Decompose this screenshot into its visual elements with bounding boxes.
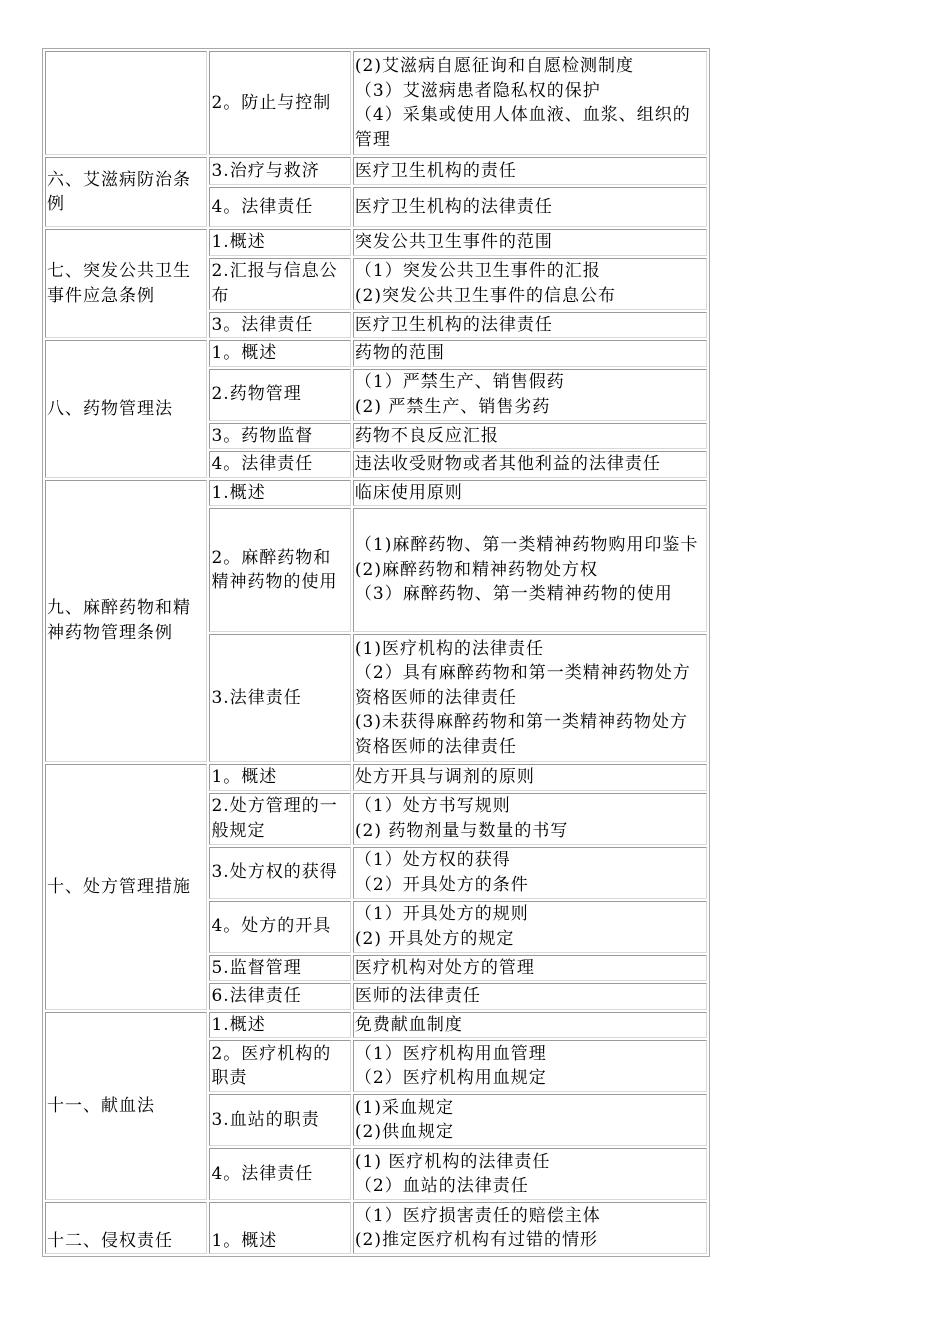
content-cell xyxy=(353,847,707,899)
content-line: (2) 严禁生产、销售劣药 xyxy=(354,396,551,417)
content-line: (2)突发公共卫生事件的信息公布 xyxy=(354,285,616,306)
content-line: （2）血站的法律责任 xyxy=(354,1176,529,1196)
section-cell xyxy=(45,51,207,155)
content-line: （1)麻醉药物、第一类精神药物购用印鉴卡 xyxy=(354,535,699,556)
content-line: （1）突发公共卫生事件的汇报 xyxy=(354,261,601,281)
item-cell: 3.治疗与救济 xyxy=(209,157,350,185)
item-cell: 2.药物管理 xyxy=(209,369,350,421)
content-cell xyxy=(353,764,707,791)
item-cell: 1。概述 xyxy=(209,1202,350,1254)
content-cell xyxy=(353,451,707,478)
content-line: 医师的法律责任 xyxy=(354,986,481,1006)
item-cell: 1。概述 xyxy=(209,340,350,367)
item-cell: 2。防止与控制 xyxy=(209,51,350,155)
content-line: 处方开具与调剂的原则 xyxy=(354,767,535,787)
document-page xyxy=(42,48,710,1257)
content-line: 免费献血制度 xyxy=(354,1014,463,1035)
content-cell xyxy=(353,1012,707,1039)
item-cell: 4。法律责任 xyxy=(209,451,350,478)
content-cell xyxy=(353,187,707,227)
content-line: （1）处方书写规则 xyxy=(354,796,511,816)
content-cell xyxy=(353,1094,707,1146)
content-line: (2)艾滋病自愿征询和自愿检测制度 xyxy=(354,56,634,76)
table-row xyxy=(45,157,707,185)
item-cell: 3。法律责任 xyxy=(209,312,350,339)
item-cell: 2.处方管理的一般规定 xyxy=(209,793,350,845)
item-cell: 5.监督管理 xyxy=(209,955,350,982)
table-row xyxy=(45,340,707,367)
content-cell xyxy=(353,983,707,1010)
content-line: （1）处方权的获得 xyxy=(354,850,511,870)
content-cell xyxy=(353,1040,707,1092)
content-cell xyxy=(353,480,707,507)
section-cell: 十二、侵权责任 xyxy=(45,1202,207,1254)
item-cell: 4。法律责任 xyxy=(209,1148,350,1200)
content-cell xyxy=(353,340,707,367)
content-line: （1）医疗损害责任的赔偿主体 xyxy=(354,1205,601,1226)
section-cell: 九、麻醉药物和精神药物管理条例 xyxy=(45,480,207,763)
section-cell: 七、突发公共卫生事件应急条例 xyxy=(45,229,207,338)
table-row xyxy=(45,1202,707,1254)
item-cell: 2.汇报与信息公布 xyxy=(209,258,350,310)
content-line: (2) 开具处方的规定 xyxy=(354,928,515,949)
content-line: 医疗卫生机构的责任 xyxy=(354,160,517,181)
content-cell xyxy=(353,793,707,845)
item-cell: 2。医疗机构的职责 xyxy=(209,1040,350,1092)
content-cell xyxy=(353,229,707,256)
item-cell: 3.处方权的获得 xyxy=(209,847,350,899)
content-cell xyxy=(353,51,707,155)
content-cell xyxy=(353,1148,707,1200)
content-line: 医疗卫生机构的法律责任 xyxy=(354,196,553,217)
content-cell xyxy=(353,901,707,953)
item-cell: 3。药物监督 xyxy=(209,423,350,450)
content-cell xyxy=(353,508,707,632)
item-cell: 2。麻醉药物和精神药物的使用 xyxy=(209,508,350,632)
content-line: （3）艾滋病患者隐私权的保护 xyxy=(354,80,601,101)
item-cell: 1.概述 xyxy=(209,480,350,507)
content-cell xyxy=(353,423,707,450)
regulation-table xyxy=(42,48,710,1257)
content-line: （2）医疗机构用血规定 xyxy=(354,1068,547,1088)
content-line: 药物的范围 xyxy=(354,343,445,363)
content-line: （4）采集或使用人体血液、血浆、组织的管理 xyxy=(354,105,691,150)
section-cell: 八、药物管理法 xyxy=(45,340,207,478)
table-row xyxy=(45,51,707,155)
content-line: (1) 医疗机构的法律责任 xyxy=(354,1151,551,1172)
content-line: 医疗卫生机构的法律责任 xyxy=(354,314,553,335)
section-cell: 六、艾滋病防治条例 xyxy=(45,157,207,227)
content-line: 临床使用原则 xyxy=(354,482,463,503)
content-cell xyxy=(353,634,707,762)
content-line: （1）严禁生产、销售假药 xyxy=(354,372,565,392)
content-line: 违法收受财物或者其他利益的法律责任 xyxy=(354,454,661,474)
content-line: （1）医疗机构用血管理 xyxy=(354,1043,547,1064)
content-line: (1)医疗机构的法律责任 xyxy=(354,638,544,659)
item-cell: 1.概述 xyxy=(209,229,350,256)
content-line: （2）具有麻醉药物和第一类精神药物处方资格医师的法律责任 xyxy=(354,663,691,708)
content-line: (2)供血规定 xyxy=(354,1122,454,1142)
item-cell: 1。概述 xyxy=(209,764,350,791)
content-line: (2) 药物剂量与数量的书写 xyxy=(354,820,569,841)
content-cell xyxy=(353,157,707,185)
content-line: (1)采血规定 xyxy=(354,1097,454,1118)
item-cell: 3.血站的职责 xyxy=(209,1094,350,1146)
item-cell: 1.概述 xyxy=(209,1012,350,1039)
content-line: 药物不良反应汇报 xyxy=(354,425,499,446)
content-line: (2)推定医疗机构有过错的情形 xyxy=(354,1230,598,1250)
item-cell: 6.法律责任 xyxy=(209,983,350,1010)
item-cell: 4。处方的开具 xyxy=(209,901,350,953)
content-line: （1）开具处方的规则 xyxy=(354,904,529,924)
content-cell xyxy=(353,955,707,982)
item-cell: 4。法律责任 xyxy=(209,187,350,227)
content-line: (3)未获得麻醉药物和第一类精神药物处方资格医师的法律责任 xyxy=(354,712,688,757)
section-cell: 十一、献血法 xyxy=(45,1012,207,1201)
table-row xyxy=(45,480,707,507)
table-row xyxy=(45,229,707,256)
content-line: (2)麻醉药物和精神药物处方权 xyxy=(354,559,598,580)
content-line: 医疗机构对处方的管理 xyxy=(354,957,535,978)
item-cell: 3.法律责任 xyxy=(209,634,350,762)
content-cell xyxy=(353,369,707,421)
section-cell: 十、处方管理措施 xyxy=(45,764,207,1010)
table-row xyxy=(45,764,707,791)
content-line: 突发公共卫生事件的范围 xyxy=(354,232,553,252)
content-cell xyxy=(353,1202,707,1254)
table-row xyxy=(45,1012,707,1039)
content-cell xyxy=(353,258,707,310)
content-line: （2）开具处方的条件 xyxy=(354,874,529,895)
content-cell xyxy=(353,312,707,339)
content-line: （3）麻醉药物、第一类精神药物的使用 xyxy=(354,584,673,605)
